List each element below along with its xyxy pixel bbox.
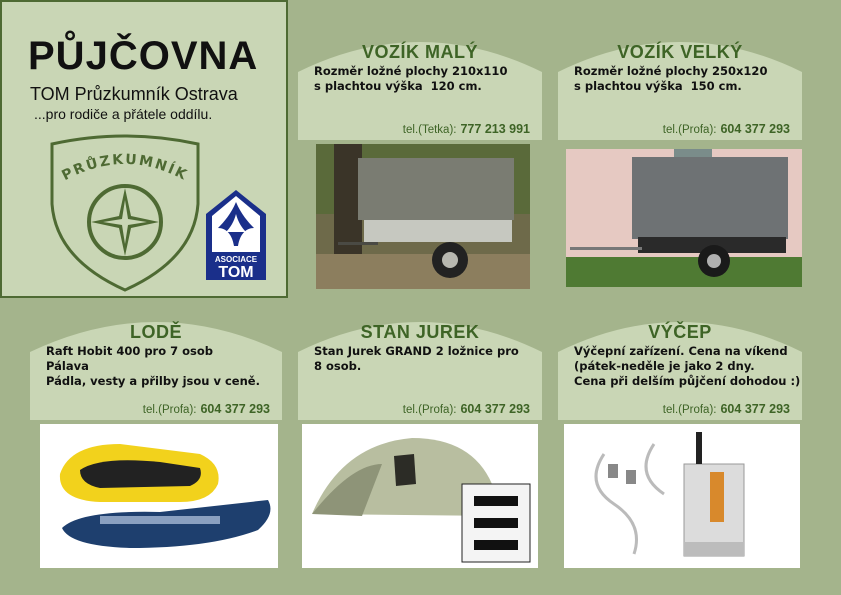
beer-tap-photo bbox=[564, 424, 800, 568]
card-title: LODĚ bbox=[129, 322, 182, 342]
card-title: VOZÍK VELKÝ bbox=[617, 42, 743, 62]
tom-logo-small-text: ASOCIACE bbox=[214, 255, 258, 264]
card-lode bbox=[30, 310, 282, 568]
raft-photo bbox=[40, 424, 278, 568]
trailer-large-photo bbox=[566, 149, 802, 287]
contact-label: tel.(Profa): bbox=[402, 404, 457, 416]
card-description: Stan Jurek GRAND 2 ložnice pro 8 osob. bbox=[314, 344, 519, 373]
contact-label: tel.(Profa): bbox=[142, 404, 197, 416]
tent-photo bbox=[302, 424, 538, 568]
card-title: STAN JUREK bbox=[360, 322, 480, 342]
card-stan-jurek bbox=[298, 310, 542, 568]
contact-label: tel.(Tetka): bbox=[402, 124, 457, 136]
page-title: PŮJČOVNA bbox=[28, 34, 259, 78]
card-contact bbox=[663, 122, 790, 136]
card-vozik-maly bbox=[298, 30, 542, 292]
card-vozik-velky bbox=[558, 30, 802, 292]
card-contact bbox=[663, 402, 790, 416]
header-panel bbox=[0, 0, 288, 298]
tagline: ...pro rodiče a přátele oddílu. bbox=[34, 106, 213, 122]
svg-text:PRŮZKUMNÍK bbox=[59, 152, 190, 184]
tom-logo-big-text: TOM bbox=[218, 264, 254, 281]
phone-number[interactable]: 777 213 991 bbox=[460, 122, 530, 136]
tom-association-logo bbox=[204, 188, 268, 282]
organization-name: TOM Průzkumník Ostrava bbox=[30, 84, 238, 104]
phone-number[interactable]: 604 377 293 bbox=[720, 122, 790, 136]
card-contact bbox=[143, 402, 270, 416]
card-title: VÝČEP bbox=[648, 322, 712, 342]
card-description: Raft Hobit 400 pro 7 osob Pálava Pádla, vesty a přilby jsou v ceně. bbox=[46, 344, 260, 388]
contact-label: tel.(Profa): bbox=[662, 404, 717, 416]
trailer-small-photo bbox=[316, 144, 530, 289]
contact-label: tel.(Profa): bbox=[662, 124, 717, 136]
card-description: Výčepní zařízení. Cena na víkend (pátek-neděle je jako 2 dny. Cena při delším půjčení dohodou :) bbox=[574, 344, 801, 388]
card-contact bbox=[403, 402, 530, 416]
phone-number[interactable]: 604 377 293 bbox=[200, 402, 270, 416]
phone-number[interactable]: 604 377 293 bbox=[720, 402, 790, 416]
card-contact bbox=[403, 122, 530, 136]
card-vycep bbox=[558, 310, 802, 568]
pruzkumnik-crest-logo bbox=[44, 134, 206, 294]
card-description: Rozměr ložné plochy 250x120 s plachtou výška 150 cm. bbox=[574, 64, 768, 93]
card-description: Rozměr ložné plochy 210x110 s plachtou výška 120 cm. bbox=[314, 64, 508, 93]
card-title: VOZÍK MALÝ bbox=[362, 42, 478, 62]
crest-text: PRŮZKUMNÍK bbox=[59, 151, 191, 185]
phone-number[interactable]: 604 377 293 bbox=[460, 402, 530, 416]
